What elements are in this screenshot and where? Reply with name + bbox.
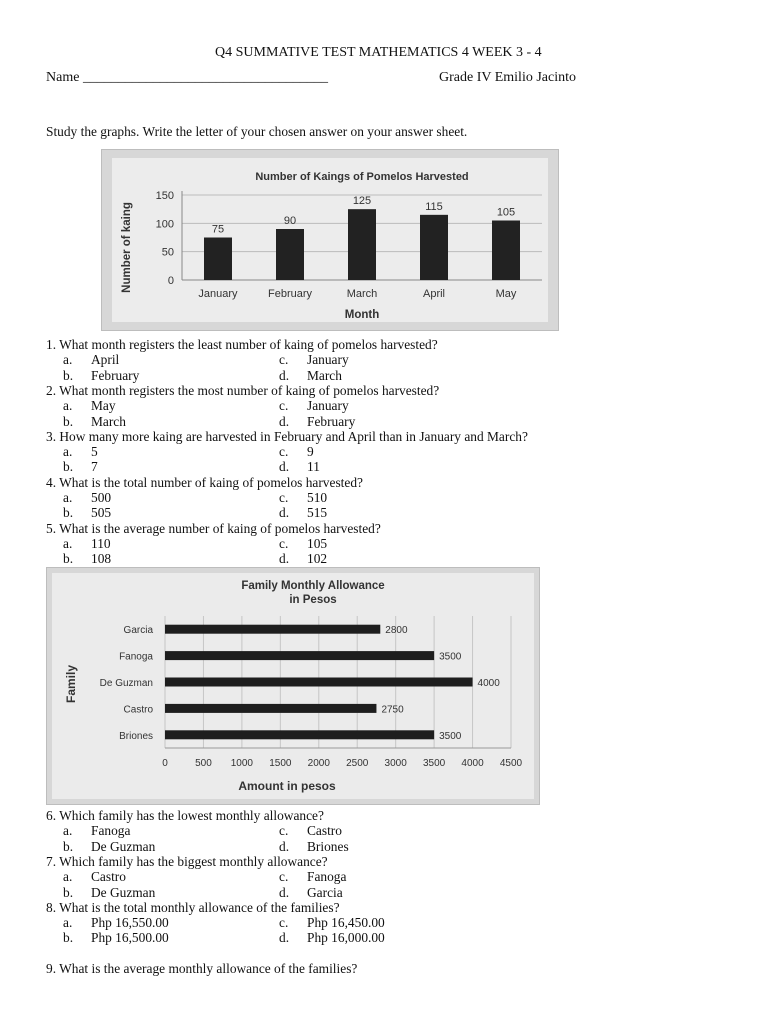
x-tick-label: 0 — [162, 758, 168, 769]
page-title: Q4 SUMMATIVE TEST MATHEMATICS 4 WEEK 3 - 4 — [215, 45, 542, 60]
choice-text-c: January — [307, 352, 349, 368]
choice-text-b: February — [91, 367, 140, 383]
choice-letter-b: b. — [63, 413, 74, 429]
bar — [165, 625, 380, 634]
choice-text-c: Fanoga — [307, 869, 347, 885]
question-text: 8. What is the total monthly allowance of the families? — [46, 899, 340, 915]
y-tick-label: Briones — [119, 730, 153, 742]
choice-text-d: March — [307, 367, 342, 383]
name-blank: ___________________________________ — [82, 70, 328, 85]
data-label: 4000 — [477, 678, 500, 689]
choice-letter-b: b. — [63, 884, 74, 900]
x-tick-label: 1000 — [230, 758, 254, 769]
x-tick-label: May — [495, 288, 517, 300]
choice-letter-c: c. — [279, 490, 289, 505]
y-tick-label: 150 — [155, 190, 174, 202]
choice-letter-d: d. — [279, 551, 290, 567]
instructions: Study the graphs. Write the letter of your chosen answer on your answer sheet. — [46, 124, 468, 139]
x-tick-label: 2500 — [346, 758, 369, 769]
choice-text-c: 105 — [307, 535, 328, 551]
choice-text-a: Php 16,550.00 — [91, 915, 169, 931]
choice-text-d: Briones — [307, 838, 349, 854]
choice-text-d: Php 16,000.00 — [307, 930, 385, 946]
question-text: 6. Which family has the lowest monthly allowance? — [46, 808, 324, 823]
choice-text-d: 515 — [307, 505, 328, 521]
choice-text-c: 9 — [307, 444, 314, 460]
choice-letter-d: d. — [279, 884, 290, 900]
choice-text-b: Php 16,500.00 — [91, 930, 169, 946]
data-label: 115 — [425, 200, 443, 213]
question-text: 4. What is the total number of kaing of pomelos harvested? — [46, 474, 363, 490]
bar — [420, 215, 448, 280]
choice-letter-b: b. — [63, 930, 74, 946]
bar — [492, 221, 520, 281]
x-tick-label: February — [267, 288, 313, 300]
x-tick-label: 3000 — [384, 758, 407, 769]
choice-letter-c: c. — [279, 869, 289, 885]
kaing-bar-chart — [101, 149, 559, 331]
choice-text-b: De Guzman — [91, 838, 156, 854]
choice-text-c: 510 — [307, 490, 328, 505]
chart-title: Number of Kaings of Pomelos Harvested — [255, 171, 469, 183]
question-text: 9. What is the average monthly allowance of the families? — [46, 961, 358, 976]
data-label: 125 — [352, 195, 372, 208]
choice-text-c: Php 16,450.00 — [307, 915, 385, 931]
choice-letter-c: c. — [279, 823, 289, 839]
y-tick-label: Fanoga — [119, 651, 153, 663]
data-label: 75 — [211, 223, 225, 236]
choice-text-b: 108 — [91, 551, 112, 567]
choice-letter-d: d. — [279, 838, 290, 854]
x-tick-label: January — [198, 288, 238, 300]
x-tick-label: 500 — [195, 758, 212, 769]
choice-letter-b: b. — [63, 459, 74, 475]
choice-letter-c: c. — [279, 352, 289, 368]
kaing-bar-chart-svg — [102, 150, 558, 330]
choice-text-d: 102 — [307, 551, 328, 567]
x-axis-label: Amount in pesos — [238, 779, 336, 793]
bar — [276, 229, 304, 280]
choice-text-d: February — [307, 413, 356, 429]
x-tick-label: 2000 — [307, 758, 330, 769]
choice-letter-a: a. — [63, 823, 73, 839]
bar — [165, 730, 434, 739]
choice-text-a: Castro — [91, 869, 126, 885]
data-label: 90 — [283, 215, 297, 227]
choice-text-d: Garcia — [307, 884, 343, 900]
question-text: 5. What is the average number of kaing of pomelos harvested? — [46, 520, 381, 536]
name-label-text: Name — [46, 70, 80, 85]
data-label: 3500 — [439, 730, 462, 742]
x-axis-label: Month — [344, 309, 380, 321]
choice-text-b: March — [91, 413, 126, 429]
choice-text-b: 505 — [91, 505, 112, 521]
choice-letter-b: b. — [63, 367, 74, 383]
choice-letter-b: b. — [63, 551, 74, 567]
y-tick-label: Garcia — [123, 625, 153, 637]
data-label: 105 — [496, 206, 516, 219]
choice-text-a: 110 — [91, 535, 111, 551]
choice-text-c: January — [307, 398, 349, 414]
choice-letter-a: a. — [63, 490, 73, 505]
data-label: 2750 — [381, 704, 404, 716]
choice-letter-a: a. — [63, 398, 73, 414]
choice-letter-c: c. — [279, 444, 289, 460]
choice-letter-c: c. — [279, 398, 289, 414]
choice-letter-b: b. — [63, 505, 74, 521]
bar — [165, 678, 473, 687]
x-tick-label: 1500 — [269, 758, 292, 769]
y-tick-label: De Guzman — [99, 678, 153, 689]
chart-title: Family Monthly Allowance — [241, 580, 385, 592]
choice-text-b: 7 — [91, 459, 98, 475]
choice-letter-d: d. — [279, 505, 290, 521]
name-label — [46, 70, 328, 86]
choice-letter-a: a. — [63, 535, 73, 551]
choice-letter-a: a. — [63, 352, 73, 368]
choice-text-a: 500 — [91, 490, 112, 505]
allowance-bar-chart — [46, 567, 540, 805]
choice-text-a: 5 — [91, 444, 98, 460]
question-text: 3. How many more kaing are harvested in February and April than in January and March? — [46, 428, 528, 444]
y-tick-label: 50 — [161, 246, 174, 259]
bar — [348, 209, 376, 280]
choice-text-a: April — [91, 352, 120, 368]
choice-letter-d: d. — [279, 459, 290, 475]
data-label: 3500 — [439, 651, 462, 663]
x-tick-label: 4500 — [499, 758, 523, 769]
y-axis-label: Number of kaing — [121, 202, 133, 293]
x-tick-label: April — [422, 288, 446, 300]
choice-letter-a: a. — [63, 444, 73, 460]
choice-text-c: Castro — [307, 823, 342, 839]
y-axis-label: Family — [64, 664, 78, 704]
chart-subtitle: in Pesos — [289, 594, 337, 606]
question-text: 7. Which family has the biggest monthly allowance? — [46, 853, 328, 869]
choice-letter-c: c. — [279, 535, 289, 551]
choice-text-a: Fanoga — [91, 823, 131, 839]
choice-text-a: May — [91, 398, 116, 414]
choice-letter-d: d. — [279, 930, 290, 946]
question-text: 2. What month registers the most number of kaing of pomelos harvested? — [46, 382, 440, 398]
y-tick-label: 100 — [155, 218, 174, 231]
grade-section: Grade IV Emilio Jacinto — [439, 70, 576, 85]
bar — [165, 704, 376, 713]
choice-text-d: 11 — [307, 459, 320, 475]
x-tick-label: 3500 — [422, 758, 446, 769]
x-tick-label: 4000 — [461, 758, 484, 769]
allowance-bar-chart-svg — [47, 568, 539, 804]
choice-letter-d: d. — [279, 367, 290, 383]
choice-letter-c: c. — [279, 915, 289, 931]
choice-letter-d: d. — [279, 413, 290, 429]
question-text: 1. What month registers the least number of kaing of pomelos harvested? — [46, 337, 438, 352]
data-label: 2800 — [385, 625, 408, 637]
y-tick-label: Castro — [123, 704, 153, 716]
x-tick-label: March — [346, 288, 378, 300]
choice-letter-a: a. — [63, 869, 73, 885]
y-tick-label: 0 — [167, 275, 174, 287]
choice-letter-a: a. — [63, 915, 73, 931]
choice-text-b: De Guzman — [91, 884, 156, 900]
bar — [204, 238, 232, 281]
choice-letter-b: b. — [63, 838, 74, 854]
bar — [165, 651, 434, 660]
